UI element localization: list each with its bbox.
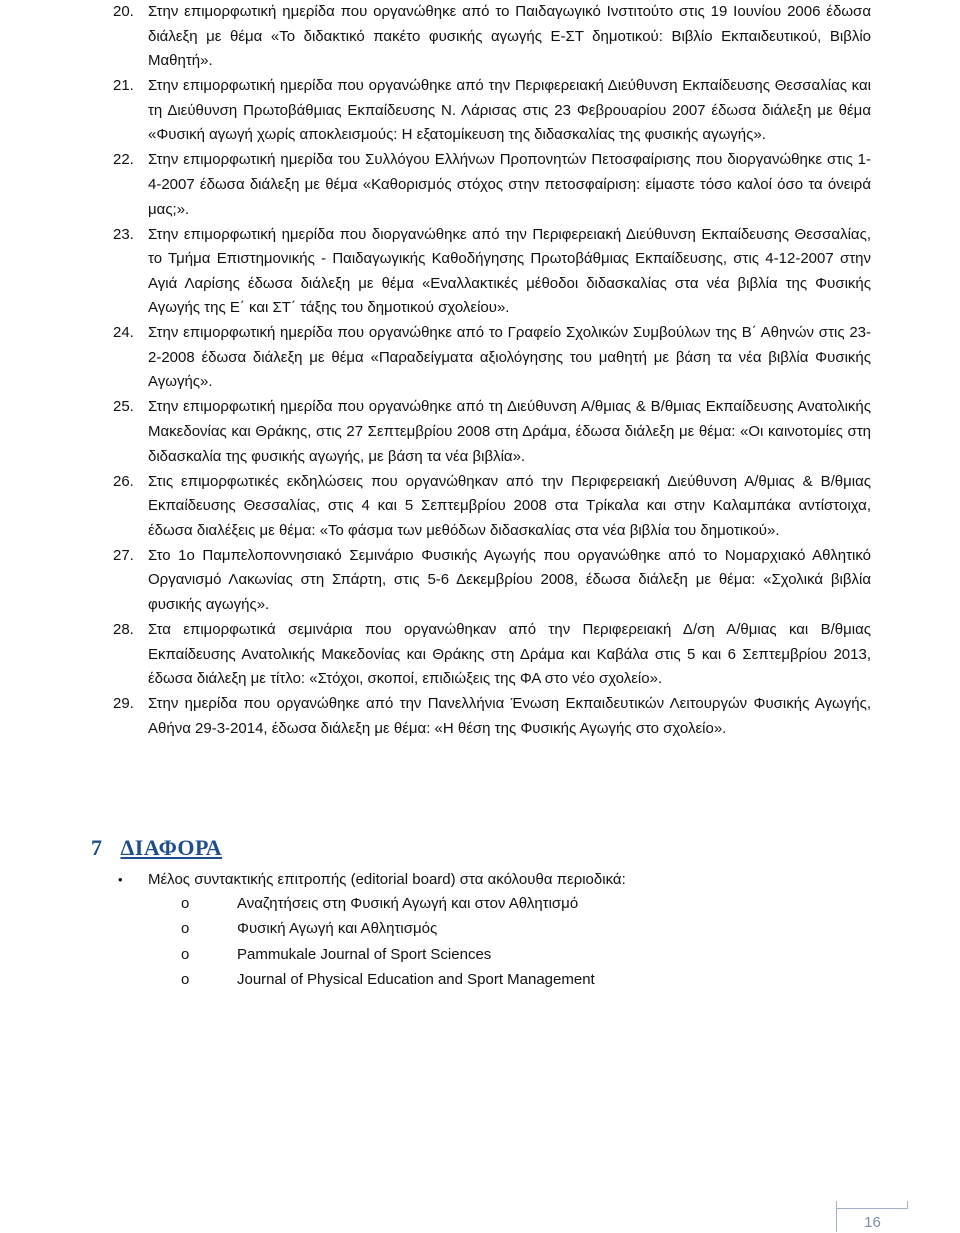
list-item xyxy=(113,223,871,321)
list-item xyxy=(113,321,871,395)
list-item xyxy=(113,0,871,74)
journal-item xyxy=(178,916,595,941)
list-item xyxy=(113,692,871,741)
list-item xyxy=(113,74,871,148)
item-text: Στα επιμορφωτικά σεμινάρια που οργανώθηκαν από την Περιφερειακή Δ/ση Α/θμιας και Β/θμιας Εκπαίδευσης Ανατολικής Μακεδονίας και Θράκης στη Δράμα και Καβάλα στις 5 και 6 Σεπτεμβρίου 2013, έδωσα διάλεξη με τίτλο: «Στόχοι, σκοποί, επιδιώξεις της ΦΑ στο νέο σχολείο». xyxy=(148,620,871,688)
item-text: Στην επιμορφωτική ημερίδα του Συλλόγου Ελλήνων Προπονητών Πετοσφαίρισης που διοργανώθηκε στις 1-4-2007 έδωσα διάλεξη με θέμα «Καθορισμός στόχος στην πετοσφαίριση: είμαστε τόσο καλοί όσο τα όνειρά μας;». xyxy=(148,151,871,218)
page-number-divider xyxy=(907,1201,908,1209)
item-number: 22. xyxy=(113,151,134,169)
item-text: Στην ημερίδα που οργανώθηκε από την Πανελλήνια Ένωση Εκπαιδευτικών Λειτουργών Φυσικής Αγωγής, Αθήνα 29-3-2014, έδωσα διάλεξη με θέμα: «Η θέση της Φυσικής Αγωγής στο σχολείο». xyxy=(148,695,871,737)
journal-item xyxy=(178,967,595,992)
item-text: Στην επιμορφωτική ημερίδα που οργανώθηκε από το Γραφείο Σχολικών Συμβούλων της Β΄ Αθηνών στις 23-2-2008 έδωσα διάλεξη με θέμα «Παραδείγματα αξιολόγησης του μαθητή με βάση τα νέα βιβλία Φυσικής Αγωγής». xyxy=(148,324,871,391)
journal-name: Pammukale Journal of Sport Sciences xyxy=(237,945,492,963)
item-text: Στις επιμορφωτικές εκδηλώσεις που οργανώθηκαν από την Περιφερειακή Διεύθυνση Α/θμιας & Β/θμιας Εκπαίδευσης Θεσσαλίας, στις 4 και 5 Σεπτεμβρίου 2008 στα Τρίκαλα και στην Καλαμπάκα αντίστοιχα, έδωσα διαλέξεις με θέμα: «Το φάσμα των μεθόδων διδασκαλίας στα νέα βιβλία του δημοτικού». xyxy=(148,472,871,539)
item-number: 24. xyxy=(113,324,134,342)
item-number: 27. xyxy=(113,546,134,564)
item-number: 23. xyxy=(113,225,134,243)
bullet-icon: • xyxy=(118,872,123,887)
circle-bullet-icon: o xyxy=(181,895,190,912)
circle-bullet-icon: o xyxy=(181,920,190,938)
section-title-text: ΔΙΑΦΟΡΑ xyxy=(120,835,223,860)
journal-list xyxy=(178,891,595,992)
item-text: Στο 1ο Παμπελοποννησιακό Σεμινάριο Φυσικής Αγωγής που οργανώθηκε από το Νομαρχιακό Αθλητικό Οργανισμό Λακωνίας στη Σπάρτη, στις 5-6 Δεκεμβρίου 2008, έδωσα διάλεξη με θέμα: «Σχολικά βιβλία φυσικής αγωγής». xyxy=(148,546,871,613)
section-heading xyxy=(91,835,222,861)
item-number: 25. xyxy=(113,398,134,416)
journal-name: Journal of Physical Education and Sport Management xyxy=(237,970,595,988)
journal-item xyxy=(178,891,595,916)
item-text: Στην επιμορφωτική ημερίδα που οργανώθηκε από το Παιδαγωγικό Ινστιτούτο στις 19 Ιουνίου 2006 έδωσα διάλεξη με θέμα «Το διδακτικό πακέτο φυσικής αγωγής Ε-ΣΤ δημοτικού: Βιβλίο Εκπαιδευτικού, Βιβλίο Μαθητή». xyxy=(148,3,871,70)
item-number: 21. xyxy=(113,77,134,95)
item-number: 20. xyxy=(113,3,134,20)
circle-bullet-icon: o xyxy=(181,945,190,963)
list-item xyxy=(113,395,871,469)
journal-name: Αναζητήσεις στη Φυσική Αγωγή και στον Αθλητισμό xyxy=(237,895,579,912)
circle-bullet-icon: o xyxy=(181,970,190,988)
item-text: Στην επιμορφωτική ημερίδα που οργανώθηκε από την Περιφερειακή Διεύθυνση Εκπαίδευσης Θεσσαλίας και τη Διεύθυνση Πρωτοβάθμιας Εκπαίδευσης Ν. Λάρισας στις 23 Φεβρουαρίου 2007 έδωσα διάλεξη με θέμα «Φυσική αγωγή χωρίς αποκλεισμούς: Η εξατομίκευση της διδασκαλίας της φυσικής αγωγής». xyxy=(148,77,871,144)
journal-item xyxy=(178,942,595,967)
item-number: 29. xyxy=(113,695,134,713)
item-text: Στην επιμορφωτική ημερίδα που διοργανώθηκε από την Περιφερειακή Διεύθυνση Εκπαίδευσης Θεσσαλίας, το Τμήμα Επιστημονικής - Παιδαγωγικής Καθοδήγησης Πρωτοβάθμιας Εκπαίδευσης, στις 4-12-2007 στην Αγιά Λαρίσης έδωσα διάλεξη με θέμα «Εναλλακτικές μέθοδοι διδασκαλίας στα νέα βιβλία της Φυσικής Αγωγής της Ε΄ και ΣΤ΄ τάξης του δημοτικού σχολείου». xyxy=(148,225,871,317)
item-number: 28. xyxy=(113,620,134,638)
section-number: 7 xyxy=(91,835,103,860)
list-item xyxy=(113,544,871,618)
item-number: 26. xyxy=(113,472,134,490)
item-text: Στην επιμορφωτική ημερίδα που οργανώθηκε από τη Διεύθυνση Α/θμιας & Β/θμιας Εκπαίδευσης Ανατολικής Μακεδονίας και Θράκης, στις 27 Σεπτεμβρίου 2008 στη Δράμα, έδωσα διάλεξη με θέμα: «Οι καινοτομίες στη διδασκαλία της φυσικής αγωγής, με βάση τα νέα βιβλία». xyxy=(148,398,871,465)
page-number-divider xyxy=(836,1201,837,1209)
lecture-list xyxy=(113,0,871,742)
bullet-text: Μέλος συντακτικής επιτροπής (editorial board) στα ακόλουθα περιοδικά: xyxy=(148,871,626,888)
journal-name: Φυσική Αγωγή και Αθλητισμός xyxy=(237,920,438,938)
list-item xyxy=(113,618,871,692)
page-number: 16 xyxy=(864,1214,881,1231)
list-item xyxy=(113,470,871,544)
page-number-box xyxy=(836,1208,908,1232)
list-item xyxy=(113,148,871,222)
